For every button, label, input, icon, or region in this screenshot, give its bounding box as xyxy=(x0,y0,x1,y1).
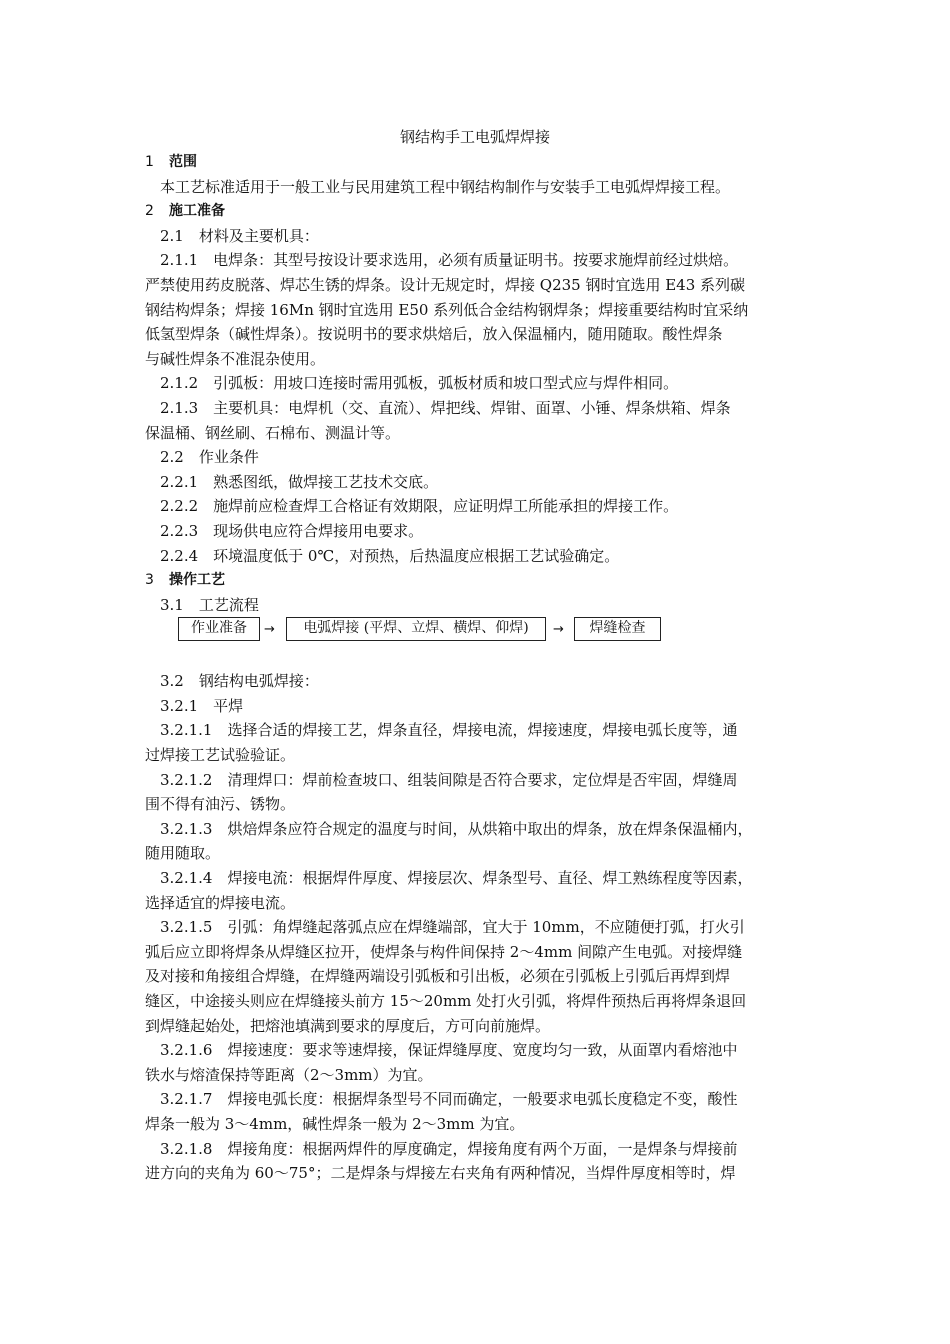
para-3-2-1-3-l2: 随用随取。 xyxy=(145,844,221,863)
para-3-2-1-5-l2: 弧后应立即将焊条从焊缝区拉开，使焊条与构件间保持 2～4mm 间隙产生电弧。对接焊缝 xyxy=(145,942,743,961)
section-3-2-1: 3.2.1 平焊 xyxy=(160,696,244,715)
para-3-2-1-4-l2: 选择适宜的焊接电流。 xyxy=(145,893,296,912)
section-2-2: 2.2 作业条件 xyxy=(160,448,259,467)
para-3-2-1-8-l1: 3.2.1.8 焊接角度：根据两焊件的厚度确定，焊接角度有两个万面，一是焊条与焊接前 xyxy=(160,1139,738,1158)
para-2-1-1-l1: 2.1.1 电焊条：其型号按设计要求选用，必须有质量证明书。按要求施焊前经过烘焙。 xyxy=(160,251,739,270)
flow-box-prep: 作业准备 xyxy=(178,617,260,641)
para-3-2-1-2-l1: 3.2.1.2 清理焊口：焊前检查坡口、组装间隙是否符合要求，定位焊是否牢固，焊缝周 xyxy=(160,770,738,789)
para-2-1-1-l4: 低氢型焊条（碱性焊条）。按说明书的要求烘焙后，放入保温桶内，随用随取。酸性焊条 xyxy=(145,325,723,344)
section-3-2: 3.2 钢结构电弧焊接： xyxy=(160,672,319,691)
flow-arrow-2: → xyxy=(553,622,564,638)
section-1-text: 本工艺标准适用于一般工业与民用建筑工程中钢结构制作与安装手工电弧焊焊接工程。 xyxy=(160,177,731,196)
section-2-heading: 2 施工准备 xyxy=(145,203,225,220)
flow-box-inspection: 焊缝检查 xyxy=(574,617,661,641)
document-title: 钢结构手工电弧焊焊接 xyxy=(399,128,550,146)
para-2-1-3-l1: 2.1.3 主要机具：电焊机（交、直流）、焊把线、焊钳、面罩、小锤、焊条烘箱、焊条 xyxy=(160,398,731,417)
para-3-2-1-5-l5: 到焊缝起始处，把熔池填满到要求的厚度后，方可向前施焊。 xyxy=(145,1016,551,1035)
flow-box-welding: 电弧焊接 (平焊、立焊、横焊、仰焊) xyxy=(286,617,546,641)
paragraph-list xyxy=(145,718,815,1185)
para-3-2-1-1-l2: 过焊接工艺试验验证。 xyxy=(145,746,296,765)
para-3-2-1-6-l2: 铁水与熔渣保持等距离（2～3mm）为宜。 xyxy=(145,1065,433,1084)
para-2-1-3-l2: 保温桶、钢丝刷、石棉布、测温计等。 xyxy=(145,423,401,442)
para-3-2-1-7-l1: 3.2.1.7 焊接电弧长度：根据焊条型号不同而确定，一般要求电弧长度稳定不变，酸性 xyxy=(160,1090,738,1109)
para-2-2-1: 2.2.1 熟悉图纸，做焊接工艺技术交底。 xyxy=(160,472,439,491)
para-3-2-1-7-l2: 焊条一般为 3～4mm，碱性焊条一般为 2～3mm 为宜。 xyxy=(145,1114,525,1133)
para-3-2-1-3-l1: 3.2.1.3 烘焙焊条应符合规定的温度与时间，从烘箱中取出的焊条，放在焊条保温桶内， xyxy=(160,819,753,838)
para-2-2-3: 2.2.3 现场供电应符合焊接用电要求。 xyxy=(160,521,424,540)
para-2-1-2: 2.1.2 引弧板：用坡口连接时需用弧板，弧板材质和坡口型式应与焊件相同。 xyxy=(160,374,679,393)
section-2-1: 2.1 材料及主要机具： xyxy=(160,226,319,245)
para-3-2-1-4-l1: 3.2.1.4 焊接电流：根据焊件厚度、焊接层次、焊条型号、直径、焊工熟练程度等因素， xyxy=(160,869,753,888)
para-3-2-1-5-l4: 缝区，中途接头则应在焊缝接头前方 15～20mm 处打火引弧，将焊件预热后再将焊条退回 xyxy=(145,992,747,1010)
para-2-1-1-l3: 钢结构焊条；焊接 16Mn 钢时宜选用 E50 系列低合金结构钢焊条；焊接重要结构时宜采纳 xyxy=(145,300,749,319)
section-3-1: 3.1 工艺流程 xyxy=(160,595,259,614)
para-2-2-4: 2.2.4 环境温度低于 0℃，对预热，后热温度应根据工艺试验确定。 xyxy=(160,546,620,565)
para-3-2-1-1-l1: 3.2.1.1 选择合适的焊接工艺，焊条直径，焊接电流，焊接速度，焊接电弧长度等，通 xyxy=(160,721,738,740)
para-3-2-1-5-l1: 3.2.1.5 引弧：角焊缝起落弧点应在焊缝端部，宜大于 10mm，不应随便打弧，打火引 xyxy=(160,918,745,937)
section-1-heading: 1 范围 xyxy=(145,154,197,170)
para-2-1-1-l2: 严禁使用药皮脱落、焊芯生锈的焊条。设计无规定时，焊接 Q235 钢时宜选用 E43 系列碳 xyxy=(145,275,746,294)
para-3-2-1-5-l3: 及对接和角接组合焊缝，在焊缝两端设引弧板和引出板，必须在引弧板上引弧后再焊到焊 xyxy=(145,967,731,986)
document-body xyxy=(145,150,815,1186)
para-2-2-2: 2.2.2 施焊前应检查焊工合格证有效期限，应证明焊工所能承担的焊接工作。 xyxy=(160,497,679,516)
process-flow-diagram xyxy=(145,617,815,657)
para-3-2-1-2-l2: 围不得有油污、锈物。 xyxy=(145,795,296,814)
flow-arrow-1: → xyxy=(264,622,275,638)
para-3-2-1-6-l1: 3.2.1.6 焊接速度：要求等速焊接，保证焊缝厚度、宽度均匀一致，从面罩内看熔池中 xyxy=(160,1041,738,1060)
section-3-heading: 3 操作工艺 xyxy=(145,572,225,589)
para-2-1-1-l5: 与碱性焊条不准混杂使用。 xyxy=(145,349,326,368)
para-3-2-1-8-l2: 进方向的夹角为 60～75°；二是焊条与焊接左右夹角有两种情况，当焊件厚度相等时，焊 xyxy=(145,1164,736,1183)
